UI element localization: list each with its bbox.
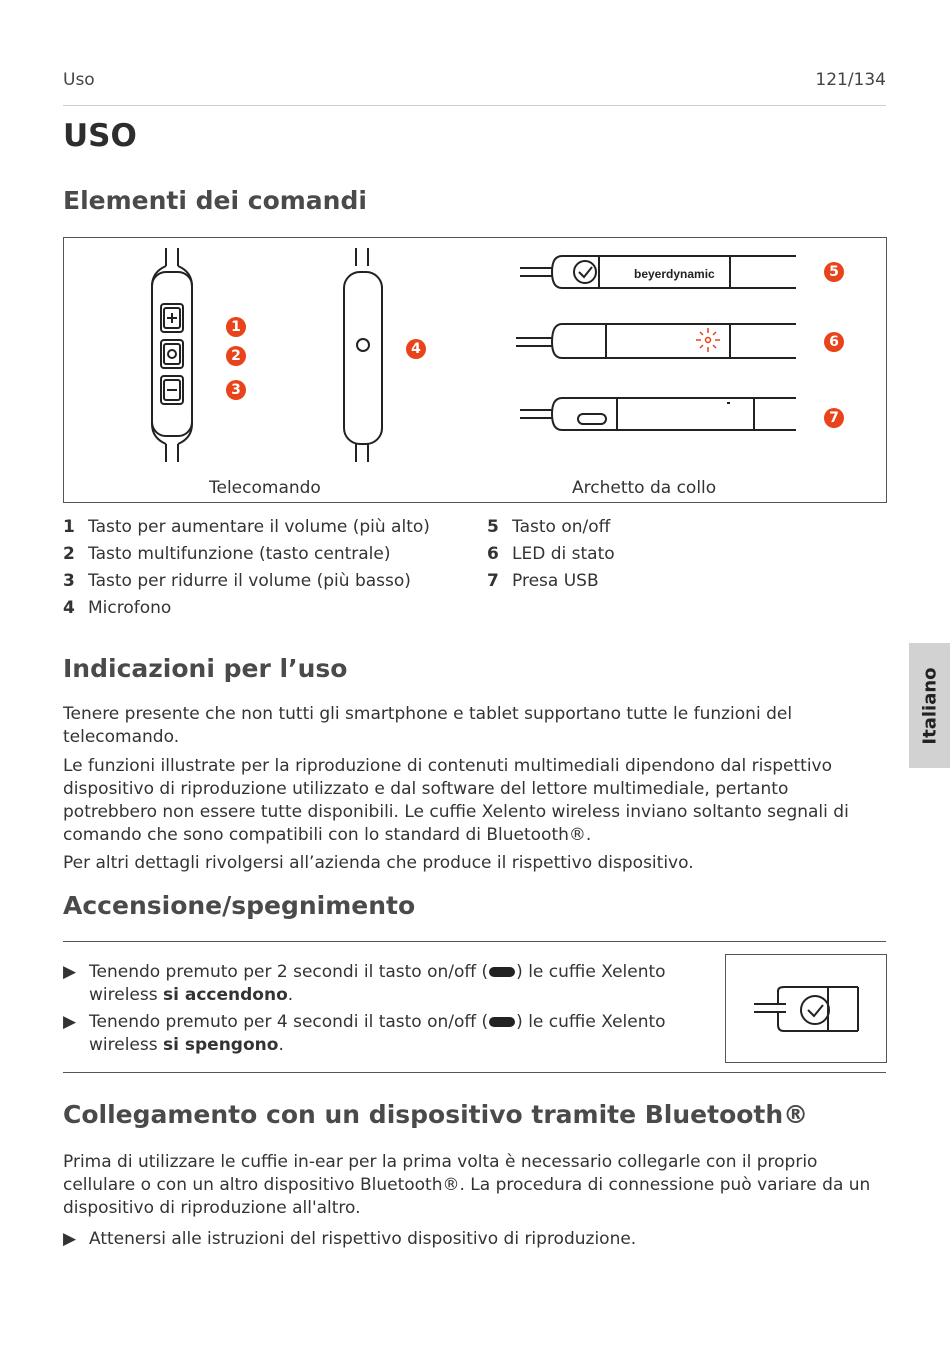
legend-item: 5 Tasto on/off [487, 517, 611, 537]
legend-item: 4 Microfono [63, 598, 172, 618]
legend-item: 7 Presa USB [487, 571, 599, 591]
usage-paragraph-1: Tenere presente che non tutti gli smartphone e tablet supportano tutte le funzioni del telecomando. [63, 704, 793, 747]
callout-badge-5: 5 [824, 262, 844, 282]
power-rule-top [63, 941, 886, 942]
callout-badge-1: 1 [226, 317, 246, 337]
controls-heading: Elementi dei comandi [63, 186, 367, 215]
power-on-bullet: ▶ Tenendo premuto per 2 secondi il tasto on/off ( ) le cuffie Xelento wireless si accendono. [63, 962, 666, 1005]
power-button-icon [489, 967, 515, 977]
power-button-illustration [726, 955, 886, 1062]
callout-badge-6: 6 [824, 332, 844, 352]
microphone-drawing [344, 248, 382, 462]
remote-button-glyphs [167, 313, 177, 390]
running-header-section: Uso [63, 70, 95, 90]
callout-badge-4: 4 [406, 339, 426, 359]
callout-badge-2: 2 [226, 346, 246, 366]
bluetooth-heading: Collegamento con un dispositivo tramite Bluetooth® [63, 1100, 809, 1129]
neckband-brand: beyerdynamic [634, 267, 715, 281]
callout-badge-3: 3 [226, 380, 246, 400]
page-title: USO [63, 118, 137, 154]
bluetooth-paragraph: Prima di utilizzare le cuffie in-ear per la prima volta è necessario collegarle con il proprio cellulare o con un altro dispositivo Bluetooth®. La procedura di connessione può variare da un dispositivo di riproduzione all'altro. [63, 1152, 871, 1218]
usage-paragraph-3: Per altri dettagli rivolgersi all’azienda che produce il rispettivo dispositivo. [63, 853, 694, 873]
header-divider [63, 105, 886, 106]
power-heading: Accensione/spegnimento [63, 891, 416, 920]
language-tab: Italiano [909, 643, 950, 768]
legend-item: 2 Tasto multifunzione (tasto centrale) [63, 544, 391, 564]
remote-control-drawing [152, 248, 192, 462]
power-rule-bottom [63, 1072, 886, 1073]
neckband-drawing-led [516, 324, 796, 358]
legend-right [487, 517, 615, 598]
bullet-arrow-icon: ▶ [63, 1012, 77, 1032]
power-button-icon [489, 1017, 515, 1027]
legend-left [63, 517, 430, 625]
page-number: 121/134 [815, 70, 886, 90]
usage-heading: Indicazioni per l’uso [63, 654, 348, 683]
legend-item: 6 LED di stato [487, 544, 615, 564]
legend-item: 1 Tasto per aumentare il volume (più alto) [63, 517, 430, 537]
bluetooth-bullet: ▶ Attenersi alle istruzioni del rispettivo dispositivo di riproduzione. [63, 1229, 637, 1249]
remote-label: Telecomando [209, 478, 321, 498]
neckband-label: Archetto da collo [572, 478, 717, 498]
bullet-arrow-icon: ▶ [63, 1229, 77, 1249]
usage-paragraph-2: Le funzioni illustrate per la riproduzione di contenuti multimediali dipendono dal rispettivo dispositivo di riproduzione utilizzato e dal software del lettore multimediale, pertanto potrebbero non essere tutte disponibili. Le cuffie Xelento wireless inviano soltanto segnali di comando che sono compatibili con lo standard di Bluetooth®. [63, 756, 849, 845]
power-off-bullet: ▶ Tenendo premuto per 4 secondi il tasto on/off ( ) le cuffie Xelento wireless si spengono. [63, 1012, 666, 1055]
controls-illustration [64, 238, 886, 502]
power-button-figure [725, 954, 887, 1063]
status-led-icon [696, 328, 720, 352]
neckband-drawing-usb [520, 398, 796, 430]
controls-figure [63, 237, 887, 503]
callout-badge-7: 7 [824, 408, 844, 428]
legend-item: 3 Tasto per ridurre il volume (più basso) [63, 571, 411, 591]
bullet-arrow-icon: ▶ [63, 962, 77, 982]
